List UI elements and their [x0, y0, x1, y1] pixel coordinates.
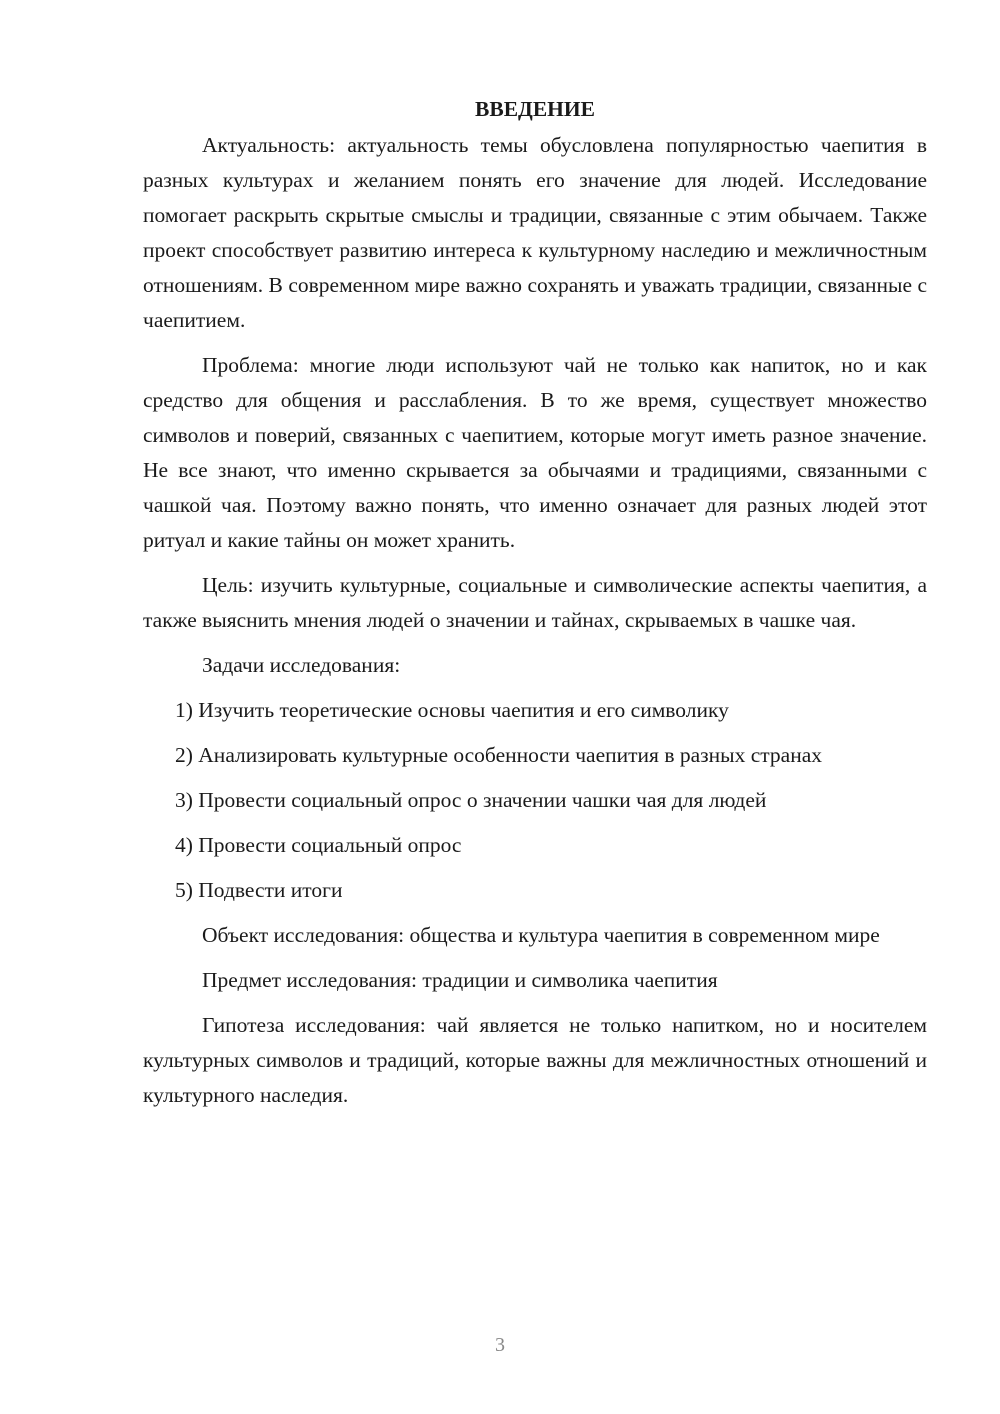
- list-item: 4) Провести социальный опрос: [175, 833, 462, 857]
- goal-paragraph: Цель: изучить культурные, социальные и символические аспекты чаепития, а также выяснить мнения людей о значении и тайнах, скрываемых в чашке чая.: [143, 573, 927, 632]
- list-item: 1) Изучить теоретические основы чаепития и его символику: [175, 698, 729, 722]
- relevance-paragraph: Актуальность: актуальность темы обусловлена популярностью чаепития в разных культурах и желанием понять его значение для людей. Исследование помогает раскрыть скрытые смыслы и традиции, связанные с этим обычаем. Также проект способствует развитию интереса к культурному наследию и межличностным отношениям. В современном мире важно сохранять и уважать традиции, связанные с чаепитием.: [143, 133, 927, 332]
- object-paragraph: Объект исследования: общества и культура чаепития в современном мире: [202, 923, 880, 947]
- problem-paragraph: Проблема: многие люди используют чай не только как напиток, но и как средство для общения и расслабления. В то же время, существует множество символов и поверий, связанных с чаепитием, которые могут иметь разное значение. Не все знают, что именно скрывается за обычаями и традициями, связанными с чашкой чая. Поэтому важно понять, что именно означает для разных людей этот ритуал и какие тайны он может хранить.: [143, 353, 927, 552]
- hypothesis-paragraph: Гипотеза исследования: чай является не только напитком, но и носителем культурных символов и традиций, которые важны для межличностных отношений и культурного наследия.: [143, 1013, 927, 1107]
- page-number: 3: [495, 1334, 505, 1356]
- list-item: 5) Подвести итоги: [175, 878, 343, 902]
- tasks-heading: Задачи исследования:: [202, 653, 401, 677]
- subject-paragraph: Предмет исследования: традиции и символика чаепития: [202, 968, 718, 992]
- section-title: ВВЕДЕНИЕ: [475, 97, 595, 121]
- tasks-list: [143, 693, 927, 908]
- list-item: 2) Анализировать культурные особенности чаепития в разных странах: [175, 743, 823, 767]
- page-content: [143, 92, 927, 1123]
- list-item: 3) Провести социальный опрос о значении чашки чая для людей: [175, 788, 767, 812]
